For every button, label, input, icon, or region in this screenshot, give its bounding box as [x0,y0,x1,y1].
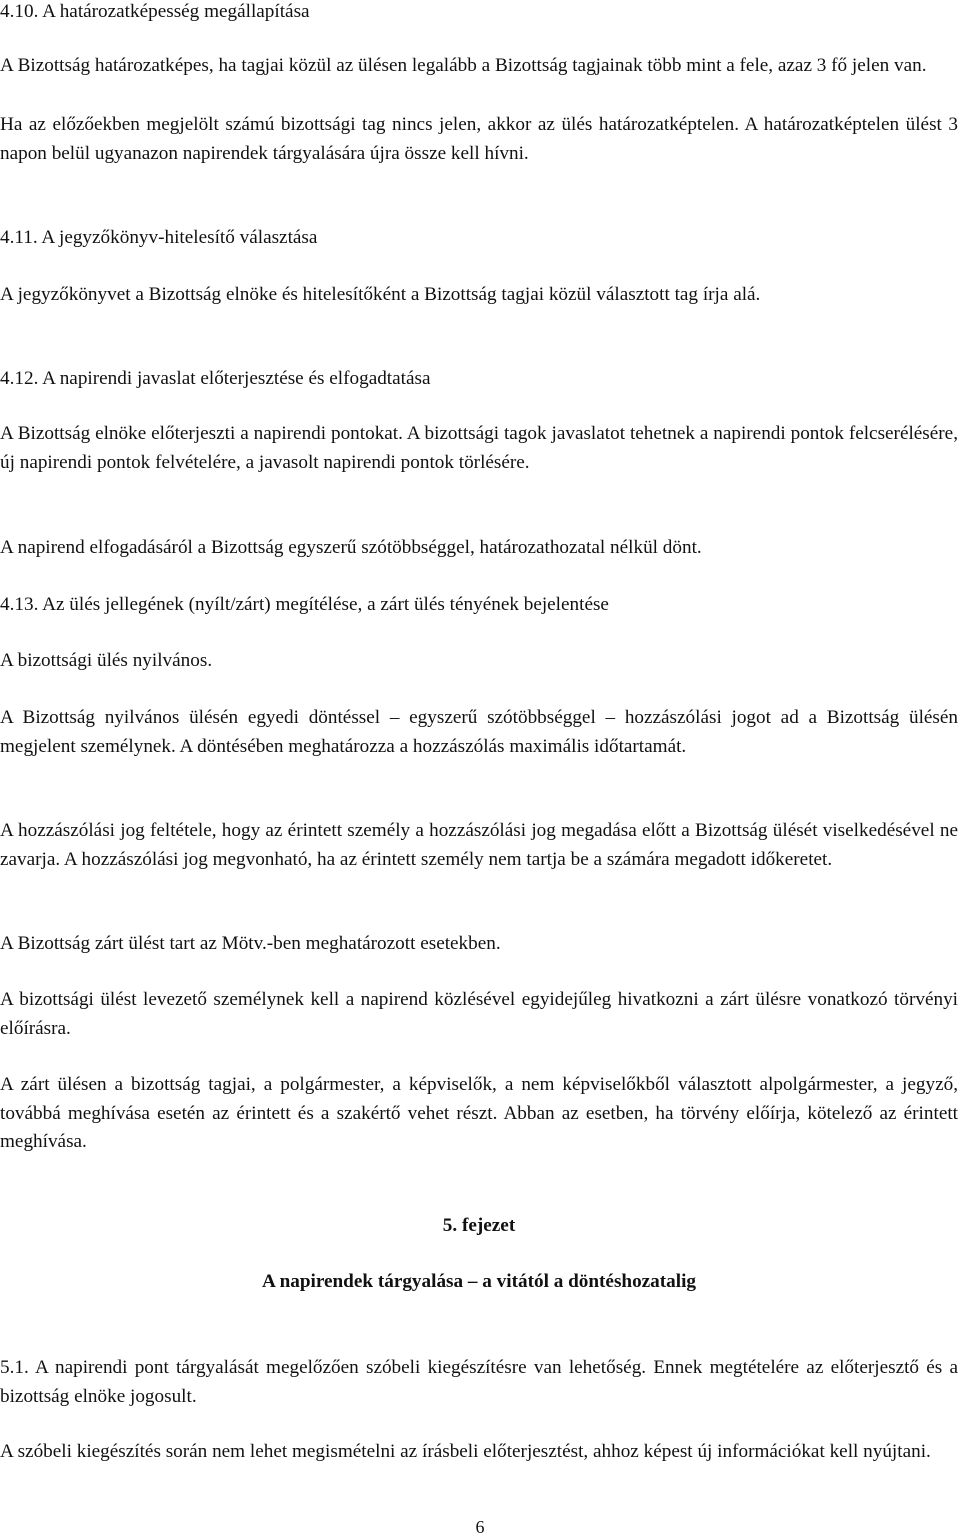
section-heading-4-13: 4.13. Az ülés jellegének (nyílt/zárt) megítélése, a zárt ülés tényének bejelentése [0,594,609,615]
paragraph-closed-participants: A zárt ülésen a bizottság tagjai, a polgármester, a képviselők, a nem képviselőkből választott alpolgármester, a jegyző, továbbá meghívása esetén az érintett és a szakértő vehet részt. Abban az esetben, ha törvény előírja, kötelező az érintett meghívása. [0,1074,958,1153]
page-number: 6 [475,1517,485,1537]
chapter-title: A napirendek tárgyalása – a vitától a döntéshozatalig [261,1271,697,1292]
paragraph-closed-reference: A bizottsági ülést levezető személynek kell a napirend közlésével egyidejűleg hivatkozni a zárt ülésre vonatkozó törvényi előírásra. [0,989,958,1039]
paragraph-quorum-absent: Ha az előzőekben megjelölt számú bizottsági tag nincs jelen, akkor az ülés határozatképtelen. A határozatképtelen ülést 3 napon belül ugyanazon napirendek tárgyalására újra össze kell hívni. [0,114,958,164]
paragraph-oral-supplement: A szóbeli kiegészítés során nem lehet megismételni az írásbeli előterjesztést, ahhoz képest új információkat kell nyújtani. [0,1441,931,1462]
paragraph-speaking-condition: A hozzászólási jog feltétele, hogy az érintett személy a hozzászólási jog megadása előtt a Bizottság ülését viselkedésével ne zavarja. A hozzászólási jog megvonható, ha az érintett személy nem tartja be a számára megadott időkeretet. [0,820,958,870]
chapter-number: 5. fejezet [442,1215,516,1236]
paragraph-quorum: A Bizottság határozatképes, ha tagjai közül az ülésen legalább a Bizottság tagjainak több mint a fele, azaz 3 fő jelen van. [0,55,927,76]
paragraph-5-1: 5.1. A napirendi pont tárgyalását megelőzően szóbeli kiegészítésre van lehetőség. Ennek megtételére az előterjesztő és a bizottság elnöke jogosult. [0,1357,958,1407]
section-heading-4-12: 4.12. A napirendi javaslat előterjesztése és elfogadtatása [0,368,431,389]
paragraph-closed-session: A Bizottság zárt ülést tart az Mötv.-ben meghatározott esetekben. [0,933,501,954]
section-heading-4-10: 4.10. A határozatképesség megállapítása [0,1,310,22]
paragraph-speaking-right: A Bizottság nyilvános ülésén egyedi döntéssel – egyszerű szótöbbséggel – hozzászólási jogot ad a Bizottság ülésén megjelent személynek. A döntésében meghatározza a hozzászólás maximális időtartamát. [0,707,958,757]
paragraph-agenda-proposal: A Bizottság elnöke előterjeszti a napirendi pontokat. A bizottsági tagok javaslatot tehetnek a napirendi pontok felcserélésére, új napirendi pontok felvételére, a javasolt napirendi pontok törlésére. [0,423,958,473]
paragraph-minutes: A jegyzőkönyvet a Bizottság elnöke és hitelesítőként a Bizottság tagjai közül választott tag írja alá. [0,284,761,305]
paragraph-agenda-acceptance: A napirend elfogadásáról a Bizottság egyszerű szótöbbséggel, határozathozatal nélkül dönt. [0,537,702,558]
paragraph-public: A bizottsági ülés nyilvános. [0,650,213,671]
section-heading-4-11: 4.11. A jegyzőkönyv-hitelesítő választása [0,227,318,248]
